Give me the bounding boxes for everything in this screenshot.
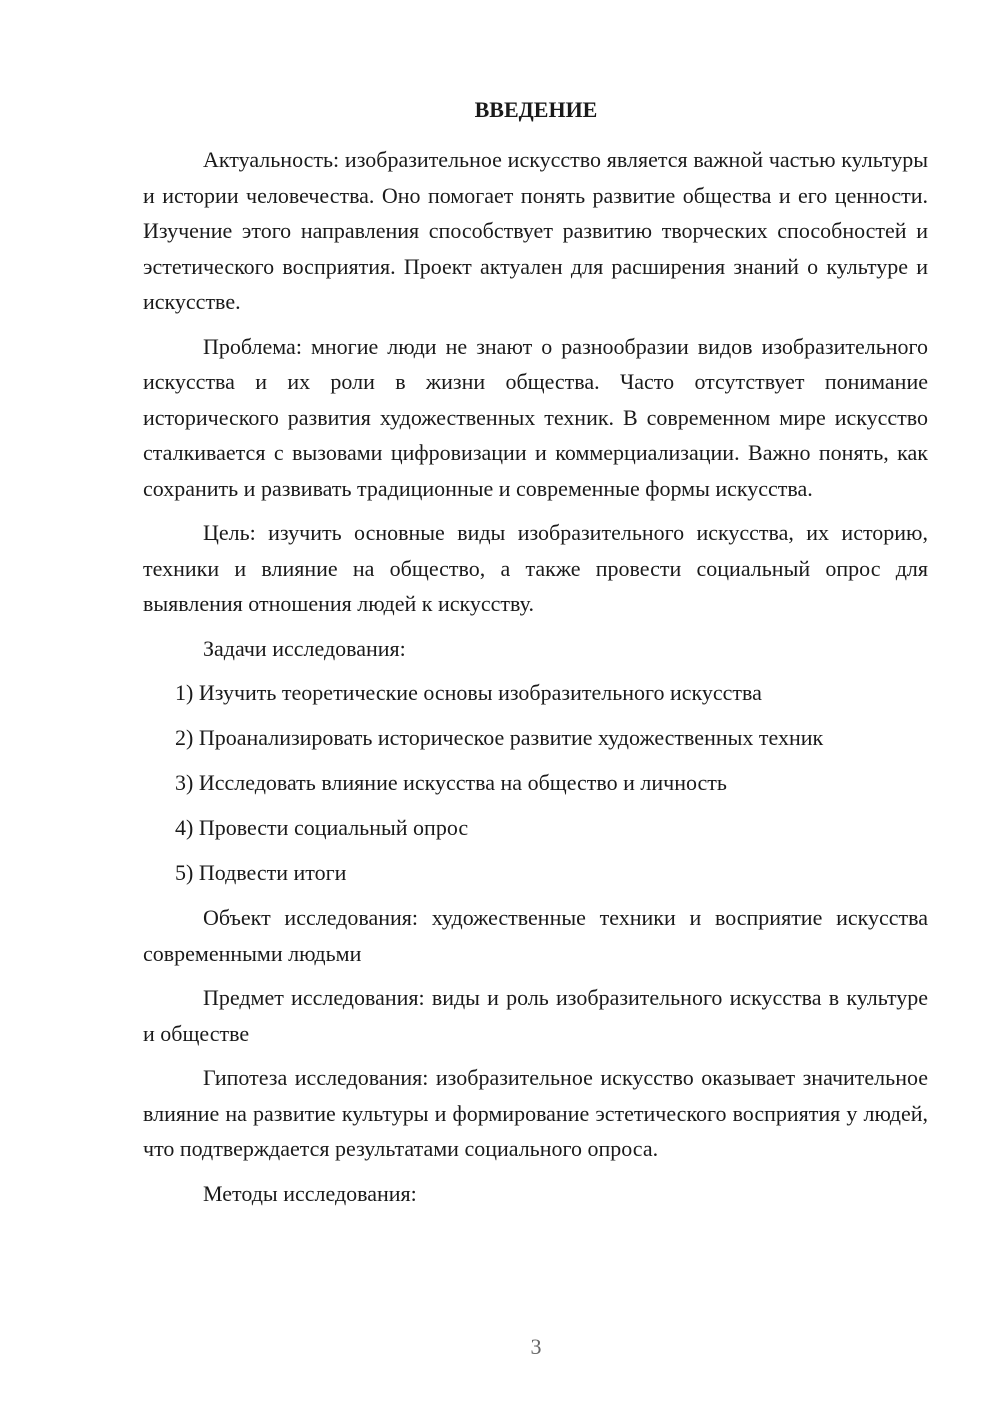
methods-heading: Методы исследования:: [203, 1180, 417, 1206]
task-item: 1) Изучить теоретические основы изобразительного искусства: [175, 680, 762, 705]
task-item: 2) Проанализировать историческое развитие художественных техник: [175, 725, 824, 750]
task-item: 3) Исследовать влияние искусства на общество и личность: [175, 770, 727, 795]
problem-paragraph: Проблема: многие люди не знают о разнообразии видов изобразительного искусства и их роли в жизни общества. Часто отсутствует понимание исторического развития художественных техник. В современном мире искусство сталкивается с вызовами цифровизации и коммерциализации. Важно понять, как сохранить и развивать традиционные и современные формы искусства.: [143, 333, 928, 501]
tasks-list: [143, 675, 928, 891]
relevance-paragraph: Актуальность: изобразительное искусство является важной частью культуры и истории человечества. Оно помогает понять развитие общества и его ценности. Изучение этого направления способствует развитию творческих способностей и эстетического восприятия. Проект актуален для расширения знаний о культуре и искусстве.: [143, 147, 928, 314]
page-number: 3: [530, 1334, 542, 1359]
task-item: 5) Подвести итоги: [175, 860, 347, 885]
task-item: 4) Провести социальный опрос: [175, 815, 469, 840]
hypothesis-paragraph: Гипотеза исследования: изобразительное искусство оказывает значительное влияние на развитие культуры и формирование эстетического восприятия у людей, что подтверждается результатами социального опроса.: [143, 1065, 928, 1161]
object-paragraph: Объект исследования: художественные техники и восприятие искусства современными людьми: [143, 905, 928, 966]
goal-paragraph: Цель: изучить основные виды изобразительного искусства, их историю, техники и влияние на общество, а также провести социальный опрос для выявления отношения людей к искусству.: [143, 520, 928, 616]
subject-paragraph: Предмет исследования: виды и роль изобразительного искусства в культуре и обществе: [143, 985, 928, 1046]
page-title: ВВЕДЕНИЕ: [474, 97, 598, 122]
tasks-heading: Задачи исследования:: [203, 635, 406, 661]
page-body: [143, 142, 928, 1220]
